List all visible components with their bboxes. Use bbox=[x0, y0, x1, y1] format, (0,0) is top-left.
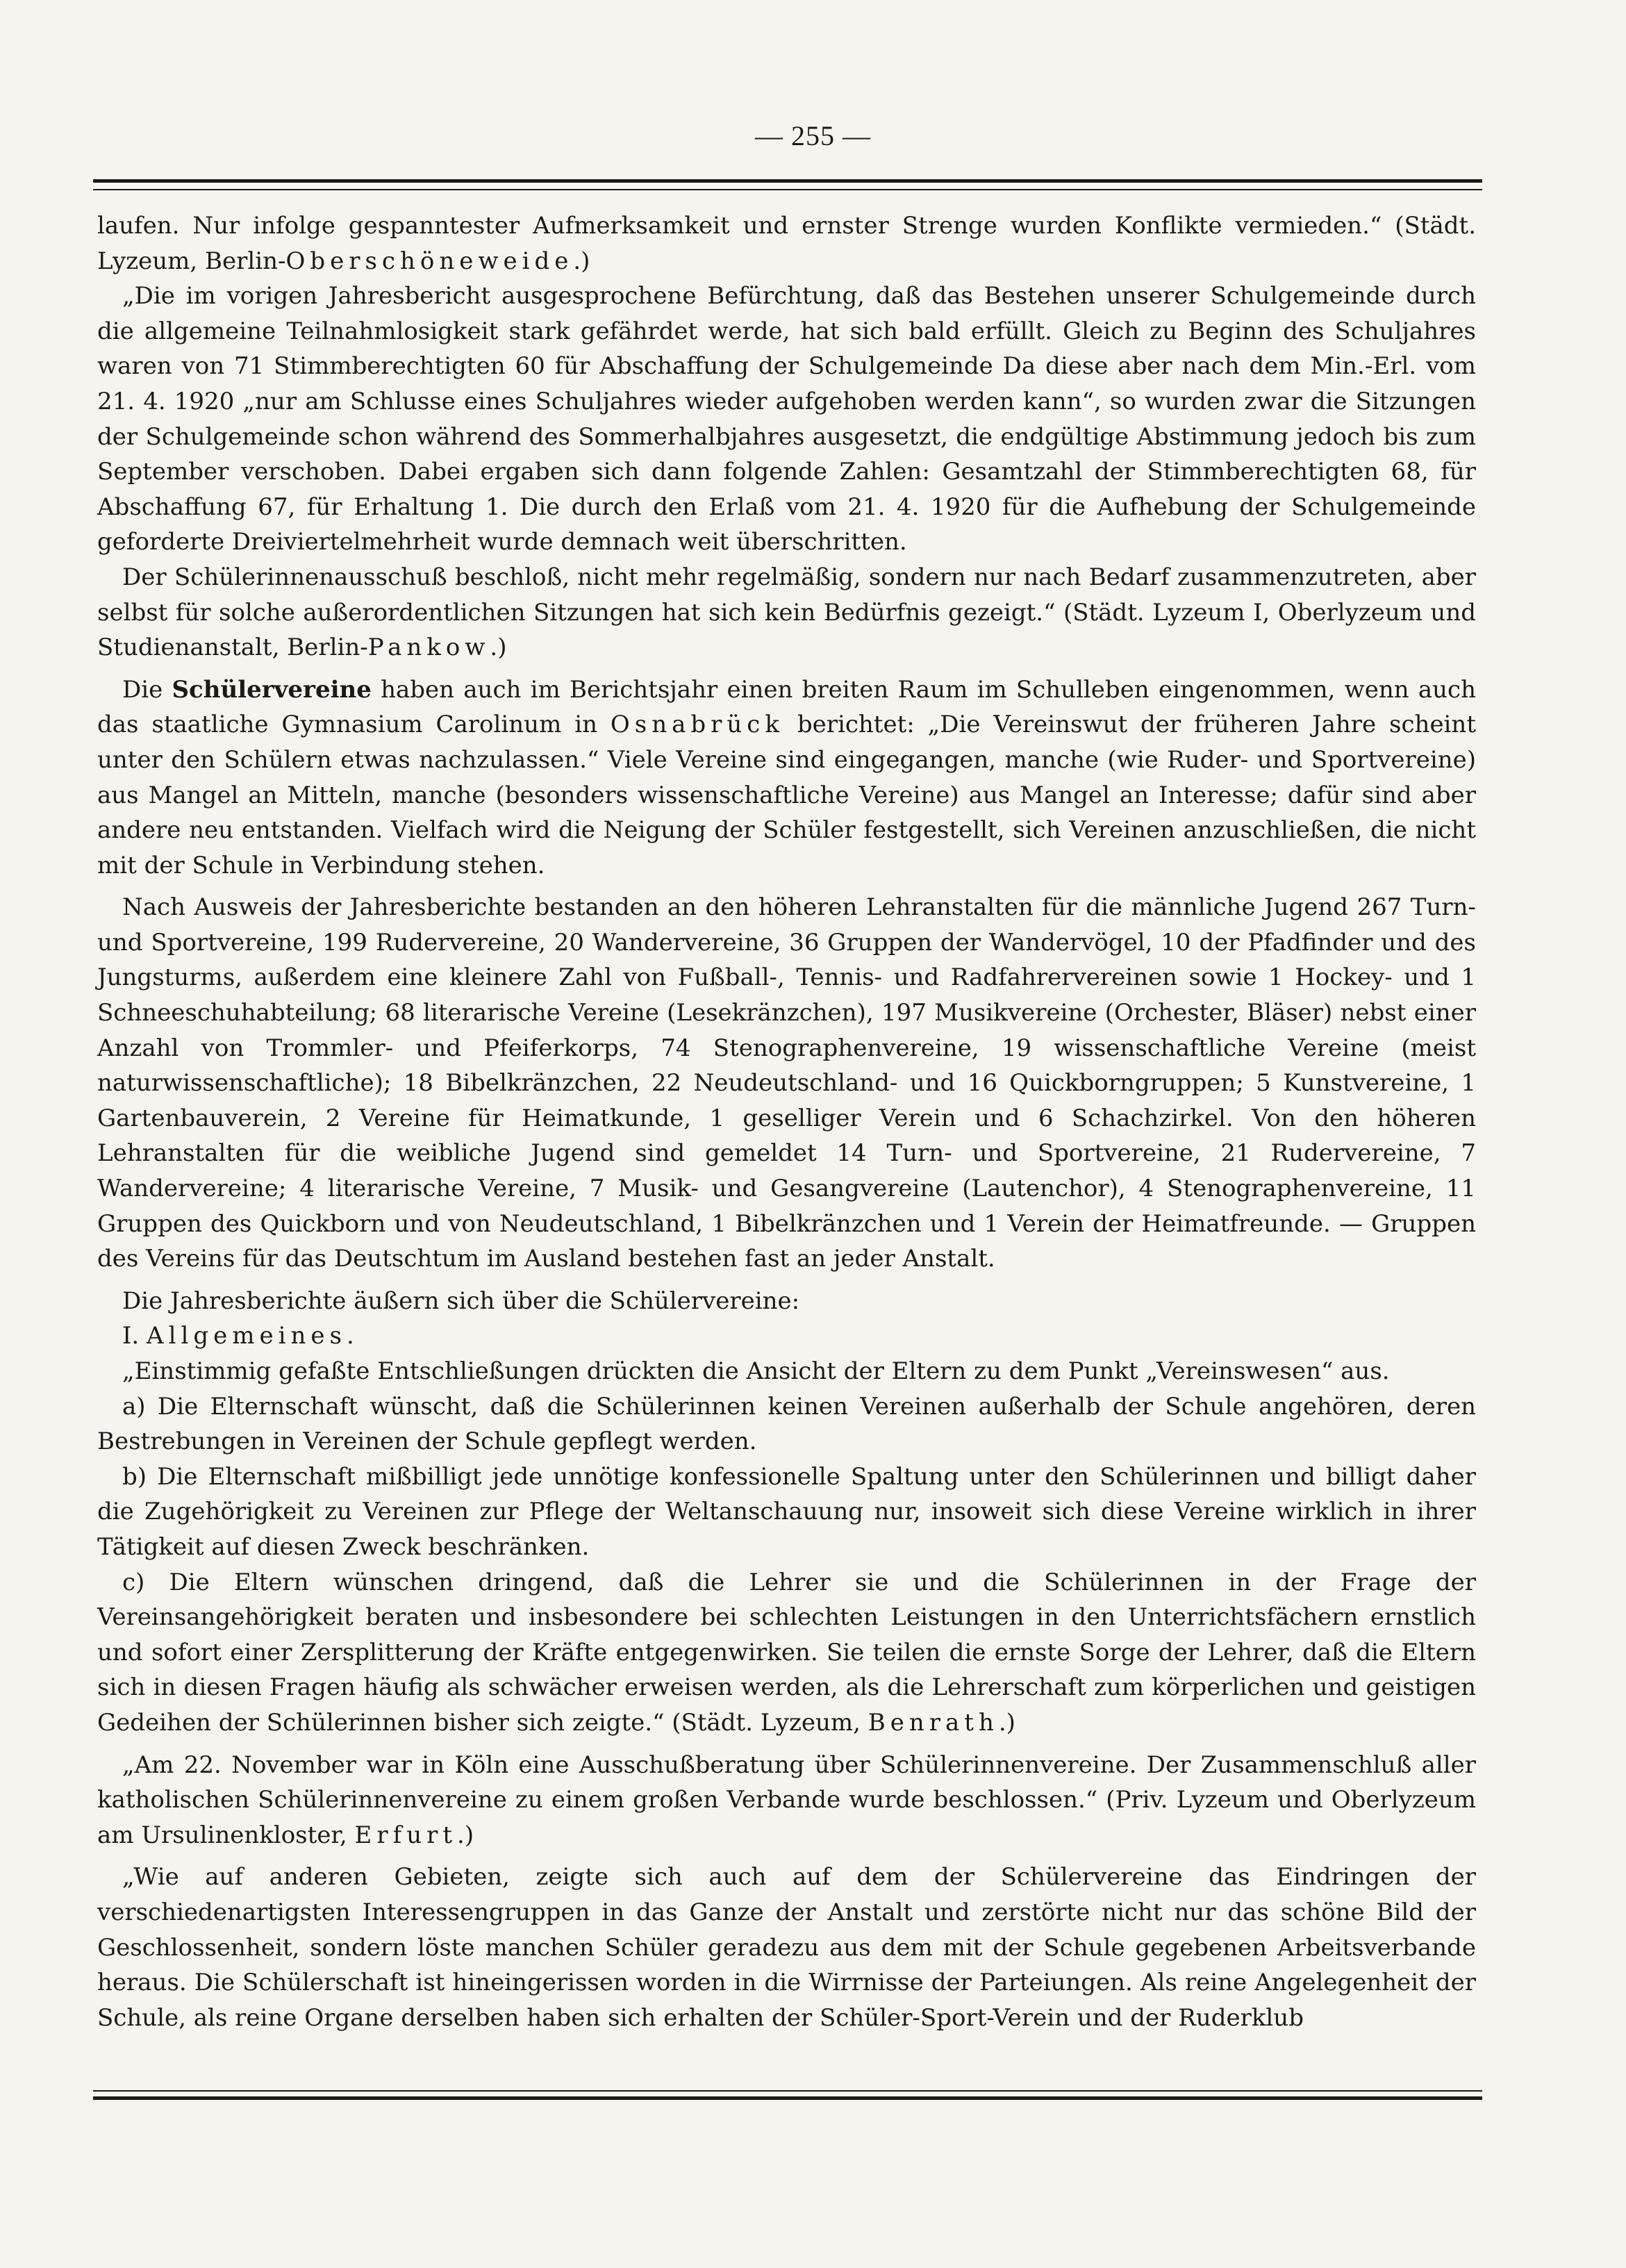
footer-rule-thin bbox=[93, 2090, 1482, 2092]
bold-term: Schülervereine bbox=[172, 675, 372, 704]
paragraph-9: „Wie auf anderen Gebieten, zeigte sich auch auf dem der Schülervereine das Eindringen der verschiedenartigsten Interessengruppen in das Ganze der Anstalt und zerstörte nicht nur das schöne Bild der Geschlossenheit, sondern löste manchen Schüler geradezu aus dem mit der Schule gegebenen Arbeitsverbande heraus. Die Schülerschaft ist hineingerissen worden in die Wirrnisse der Parteiungen. Als reine Angelegenheit der Schule, als reine Organe derselben haben sich erhalten der Schüler-Sport-Verein und der Ruderklub bbox=[97, 1863, 1476, 2032]
paragraph-7: „Einstimmig gefaßte Entschließungen drückten die Ansicht der Eltern zu dem Punkt „Vereinswesen“ aus. bbox=[122, 1357, 1390, 1385]
paragraph-5: Nach Ausweis der Jahresberichte bestanden an den höheren Lehranstalten für die männliche Jugend 267 Turn- und Sportvereine, 199 Rudervereine, 20 Wandervereine, 36 Gruppen der Wandervögel, 10 der Pfadfinder und des Jungsturms, außerdem eine kleinere Zahl von Fußball-, Tennis- und Radfahrervereinen sowie 1 Hockey- und 1 Schneeschuhabteilung; 68 literarische Vereine (Lesekränzchen), 197 Musikvereine (Orchester, Bläser) nebst einer Anzahl von Trommler- und Pfeiferkorps, 74 Stenographenvereine, 19 wissenschaftliche Vereine (meist naturwissenschaftliche); 18 Bibelkränzchen, 22 Neudeutschland- und 16 Quickborngruppen; 5 Kunstvereine, 1 Gartenbauverein, 2 Vereine für Heimatkunde, 1 geselliger Verein und 6 Schachzirkel. Von den höheren Lehranstalten für die weibliche Jugend sind gemeldet 14 Turn- und Sportvereine, 21 Rudervereine, 7 Wandervereine; 4 literarische Vereine, 7 Musik- und Gesangvereine (Lautenchor), 4 Stenographenvereine, 11 Gruppen des Quickborn und von Neudeutschland, 1 Bibelkränzchen und 1 Verein der Heimatfreunde. — Gruppen des Vereins für das Deutschtum im Ausland bestehen fast an jeder Anstalt. bbox=[97, 893, 1476, 1273]
footer-rule-thick bbox=[93, 2096, 1482, 2100]
spaced-place-name: Oberschöneweide bbox=[285, 247, 574, 275]
list-item-b: b) Die Elternschaft mißbilligt jede unnötige konfessionelle Spaltung unter den Schülerinnen und billigt daher die Zugehörigkeit zu Vereinen zur Pflege der Weltanschauung nur, insoweit sich diese Vereine wirklich in ihrer Tätigkeit auf diesen Zweck beschränken. bbox=[97, 1462, 1476, 1561]
paragraph-1: laufen. Nur infolge gespanntester Aufmerksamkeit und ernster Strenge wurden Konflikte vermieden.“ (Städt. Lyzeum, Berlin-Oberschöneweide.) bbox=[97, 212, 1476, 275]
paragraph-8: „Am 22. November war in Köln eine Ausschußberatung über Schülerinnenvereine. Der Zusammenschluß aller katholischen Schülerinnenvereine zu einem großen Verbande wurde beschlossen.“ (Priv. Lyzeum und Oberlyzeum am Ursulinenkloster, Erfurt.) bbox=[97, 1750, 1476, 1849]
paragraph-4: Die Schülervereine haben auch im Berichtsjahr einen breiten Raum im Schulleben eingenommen, wenn auch das staatliche Gymnasium Carolinum in Osnabrück berichtet: „Die Vereinswut der früheren Jahre scheint unter den Schülern etwas nachzulassen.“ Viele Vereine sind eingegangen, manche (wie Ruder- und Sportvereine) aus Mangel an Mitteln, manche (besonders wissenschaftliche Vereine) aus Mangel an Interesse; dafür sind aber andere neu entstanden. Vielfach wird die Neigung der Schüler festgestellt, sich Vereinen anzuschließen, die nicht mit der Schule in Verbindung stehen. bbox=[97, 675, 1477, 879]
page-body bbox=[97, 208, 1476, 2035]
list-item-c: c) Die Eltern wünschen dringend, daß die Lehrer sie und die Schülerinnen in der Frage der Vereinsangehörigkeit beraten und insbesondere bei schlechten Leistungen in den Unterrichtsfächern ernstlich und sofort einer Zersplitterung der Kräfte entgegenwirken. Sie teilen die ernste Sorge der Lehrer, daß die Eltern sich in diesen Fragen häufig als schwächer erweisen werden, als die Lehrerschaft zum körperlichen und geistigen Gedeihen der Schülerinnen bisher sich zeigte.“ (Städt. Lyzeum, Benrath.) bbox=[97, 1568, 1476, 1737]
paragraph-6: Die Jahresberichte äußern sich über die Schülervereine: bbox=[122, 1286, 800, 1315]
list-item-a: a) Die Elternschaft wünscht, daß die Schülerinnen keinen Vereinen außerhalb der Schule angehören, deren Bestrebungen in Vereinen der Schule gepflegt werden. bbox=[97, 1392, 1476, 1456]
page-number: — 255 — bbox=[755, 120, 871, 151]
header-rule-thin bbox=[93, 189, 1482, 190]
section-heading: I. Allgemeines. bbox=[122, 1322, 354, 1350]
paragraph-3: Der Schülerinnenausschuß beschloß, nicht mehr regelmäßig, sondern nur nach Bedarf zusammenzutreten, aber selbst für solche außerordentlichen Sitzungen hat sich kein Bedürfnis gezeigt.“ (Städt. Lyzeum I, Oberlyzeum und Studienanstalt, Berlin-Pankow.) bbox=[97, 563, 1476, 662]
header-rule-thick bbox=[93, 179, 1482, 183]
spaced-place-name: Erfurt bbox=[354, 1821, 458, 1849]
spaced-place-name: Osnabrück bbox=[610, 711, 784, 739]
spaced-place-name: Pankow bbox=[367, 634, 490, 662]
spaced-heading-text: Allgemeines bbox=[147, 1322, 347, 1350]
spaced-place-name: Benrath bbox=[868, 1708, 999, 1737]
paragraph-2: „Die im vorigen Jahresbericht ausgesprochene Befürchtung, daß das Bestehen unserer Schulgemeinde durch die allgemeine Teilnahmlosigkeit stark gefährdet werde, hat sich bald erfüllt. Gleich zu Beginn des Schuljahres waren von 71 Stimmberechtigten 60 für Abschaffung der Schulgemeinde Da diese aber nach dem Min.-Erl. vom 21. 4. 1920 „nur am Schlusse eines Schuljahres wieder aufgehoben werden kann“, so wurden zwar die Sitzungen der Schulgemeinde schon während des Sommerhalbjahres ausgesetzt, die endgültige Abstimmung jedoch bis zum September verschoben. Dabei ergaben sich dann folgende Zahlen: Gesamtzahl der Stimmberechtigten 68, für Abschaffung 67, für Erhaltung 1. Die durch den Erlaß vom 21. 4. 1920 für die Aufhebung der Schulgemeinde geforderte Dreiviertelmehrheit wurde demnach weit überschritten. bbox=[97, 282, 1476, 556]
